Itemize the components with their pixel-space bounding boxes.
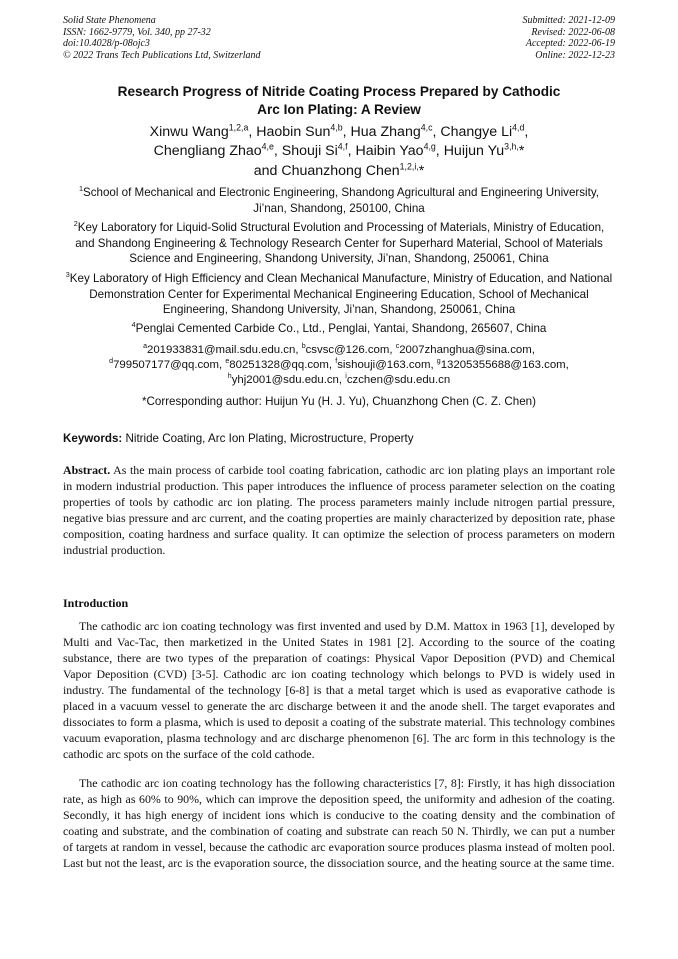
title-line: Research Progress of Nitride Coating Process Prepared by Cathodic — [117, 84, 561, 99]
email-address[interactable]: yhj2001@sdu.edu.cn — [231, 374, 339, 386]
title-line: Arc Ion Plating: A Review — [257, 102, 421, 117]
author-affil-sup: 4,b — [330, 122, 343, 133]
email-address[interactable]: 201933831@mail.sdu.edu.cn — [146, 344, 296, 356]
corresponding-author: *Corresponding author: Huijun Yu (H. J. Yu), Chuanzhong Chen (C. Z. Chen) — [142, 395, 536, 408]
affiliation-number: 2 — [73, 219, 78, 229]
publication-dates — [523, 15, 616, 61]
author-name: Hua Zhang — [350, 124, 421, 140]
author-name: Shouji Si — [281, 143, 338, 160]
body-paragraph: The cathodic arc ion coating technology has the following characteristics [7, 8]: Firstly, it has high dissociation rate, as high as 60% to 90%, which can improve the deposition speed, the uniformity and adhesion of the coating. Secondly, it has high energy of incident ions which is conducive to the coating density and the combination of coating and substrate, and the combination of coating and substrate can reach 50 N. Thirdly, we can put a number of targets at random in vessel, because the cathodic arc evaporation source produces plasma instead of molten pool. Last but not the least, arc is the evaporation source, the dissociation source, and the heating source at the same time. — [63, 776, 615, 870]
keywords-text: Nitride Coating, Arc Ion Plating, Microstructure, Property — [122, 432, 414, 445]
author-sep: , — [248, 124, 257, 140]
email-sep: , — [565, 359, 569, 371]
journal-info — [63, 15, 261, 61]
section-heading-introduction: Introduction — [63, 596, 129, 610]
author-name: Haibin Yao — [355, 143, 424, 160]
author-sep: , — [342, 124, 351, 140]
email-address[interactable]: 80251328@qq.com — [229, 359, 329, 371]
author-name: Changye Li — [440, 124, 513, 140]
author-affil-sup: 4,d — [512, 122, 525, 133]
author-sep: , — [435, 143, 444, 160]
author-line — [63, 123, 615, 142]
author-affil-sup: 1,2,a — [228, 122, 249, 133]
author-affil-sup: 3,h, — [504, 141, 519, 152]
affiliation — [63, 220, 615, 267]
email-address[interactable]: 799507177@qq.com — [113, 359, 220, 371]
journal-name: Solid State Phenomena — [63, 15, 156, 26]
abstract-label: Abstract. — [63, 463, 111, 477]
email-address[interactable]: csvsc@126.com — [305, 344, 390, 356]
author-affil-sup: 4,c — [420, 122, 433, 133]
email-sup: b — [301, 343, 306, 351]
author-sep: , — [432, 124, 441, 140]
affiliation-text: Key Laboratory of High Efficiency and Clean Mechanical Manufacture, Ministry of Education, and National Demonstration Center for Experimental Mechanical Engineering Education, School of Mechanical Engineering, Shandong University, Ji’nan, Shandong, 250061, China — [69, 272, 613, 316]
affiliation — [63, 271, 615, 318]
email-sup: a — [143, 343, 147, 351]
email-list — [63, 343, 615, 388]
email-sup: d — [109, 358, 114, 366]
email-sup: h — [227, 373, 232, 381]
affiliation-number: 1 — [78, 184, 83, 194]
author-sep: * — [518, 143, 525, 160]
journal-issn: ISSN: 1662-9779, Vol. 340, pp 27-32 — [63, 26, 211, 38]
journal-copyright: © 2022 Trans Tech Publications Ltd, Switzerland — [63, 49, 261, 61]
email-address[interactable]: sishouji@163.com — [337, 359, 431, 371]
affiliation-text: Key Laboratory for Liquid-Solid Structural Evolution and Processing of Materials, Ministry of Education, and Shandong Engineering & Technology Research Center for Superhard Material, School of Materials Science and Engineering, Shandong University, Ji’nan, Shandong, 250061, China — [75, 221, 605, 265]
journal-doi[interactable]: doi:10.4028/p-08ojc3 — [63, 38, 150, 50]
date-online: Online: 2022-12-23 — [535, 49, 615, 61]
email-sup: g — [436, 358, 441, 366]
email-sup: i — [345, 373, 347, 381]
email-address[interactable]: 13205355688@163.com — [440, 359, 566, 371]
affiliation-number: 4 — [131, 320, 136, 330]
author-name: Haobin Sun — [256, 124, 331, 140]
author-affil-sup: 4,e — [261, 141, 274, 152]
paper-title — [63, 83, 615, 119]
keywords — [63, 431, 615, 446]
email-line — [63, 373, 615, 388]
abstract-text: As the main process of carbide tool coating fabrication, cathodic arc ion plating plays an important role in modern industrial production. This paper introduces the influence of process parameter selection on the coating properties of tools by cathodic arc ion plating. The process parameters mainly include nitrogen partial pressure, negative bias pressure and arc current, and the coating properties are mainly characterized by deposition rate, phase composition, coating hardness and surface quality. It can optimize the selection of process parameters on modern industrial production. — [63, 463, 615, 557]
author-line — [63, 142, 615, 161]
email-sep: , — [295, 344, 302, 356]
affiliation-number: 3 — [65, 270, 70, 280]
author-affil-sup: 4,f — [337, 141, 348, 152]
body-paragraph: The cathodic arc ion coating technology was first invented and used by D.M. Mattox in 1963 [1], developed by Multi and Vac-Tac, then marketized in the United States in 1981 [2]. According to the source of the coating substance, there are two types of the preparation of coatings: Physical Vapor Deposition (PVD) and Chemical Vapor Deposition (CVD) [3-5]. Cathodic arc ion coating technology which belongs to PVD is widely used in industry. The fundamental of the technology [6-8] is that a metal target which is used as evaporative cathode is placed in a vacuum vessel to generate the arc discharge between it and the anode shell. The target evaporates and dissociates to form a plasma, which is used to deposit a coating of the substrate material. This technology combines vacuum evaporation, plasma technology and arc discharge phenomenon [6]. The arc form in this technology is the cathodic arc spots on the surface of the cold cathode. — [63, 619, 615, 761]
email-sep: , — [328, 359, 336, 371]
date-submitted: Submitted: 2021-12-09 — [522, 15, 615, 26]
author-list — [63, 123, 615, 181]
author-sep: * — [418, 162, 425, 179]
author-name: Huijun Yu — [443, 143, 505, 160]
author-line — [63, 162, 615, 181]
author-sep: , — [273, 143, 282, 160]
email-sep: , — [430, 359, 437, 371]
email-address[interactable]: czchen@sdu.edu.cn — [346, 374, 451, 386]
email-sep: , — [338, 374, 346, 386]
date-accepted: Accepted: 2022-06-19 — [525, 38, 615, 50]
date-revised: Revised: 2022-06-08 — [531, 26, 615, 38]
affiliation — [63, 185, 615, 216]
author-name: and Chuanzhong Chen — [253, 162, 400, 179]
author-name: Chengliang Zhao — [153, 143, 262, 160]
abstract — [63, 462, 615, 558]
author-name: Xinwu Wang — [149, 124, 229, 140]
email-line — [63, 358, 615, 373]
email-sup: c — [395, 343, 400, 351]
affiliation-text: School of Mechanical and Electronic Engineering, Shandong Agricultural and Engineering University, Ji’nan, Shandong, 250100, China — [82, 186, 600, 215]
author-sep: , — [347, 143, 356, 160]
email-address[interactable]: 2007zhanghua@sina.com — [399, 344, 532, 356]
email-sep: , — [219, 359, 226, 371]
author-affil-sup: 1,2,i, — [399, 160, 419, 171]
email-sep: , — [389, 344, 396, 356]
affiliation-text: Penglai Cemented Carbide Co., Ltd., Penglai, Yantai, Shandong, 265607, China — [135, 322, 547, 335]
author-sep: , — [524, 124, 529, 140]
email-sup: e — [225, 358, 230, 366]
email-sup: f — [335, 358, 338, 366]
email-sep: , — [531, 344, 535, 356]
keywords-label: Keywords: — [63, 432, 123, 445]
author-affil-sup: 4,g — [423, 141, 436, 152]
email-line — [63, 343, 615, 358]
affiliation — [63, 321, 615, 337]
